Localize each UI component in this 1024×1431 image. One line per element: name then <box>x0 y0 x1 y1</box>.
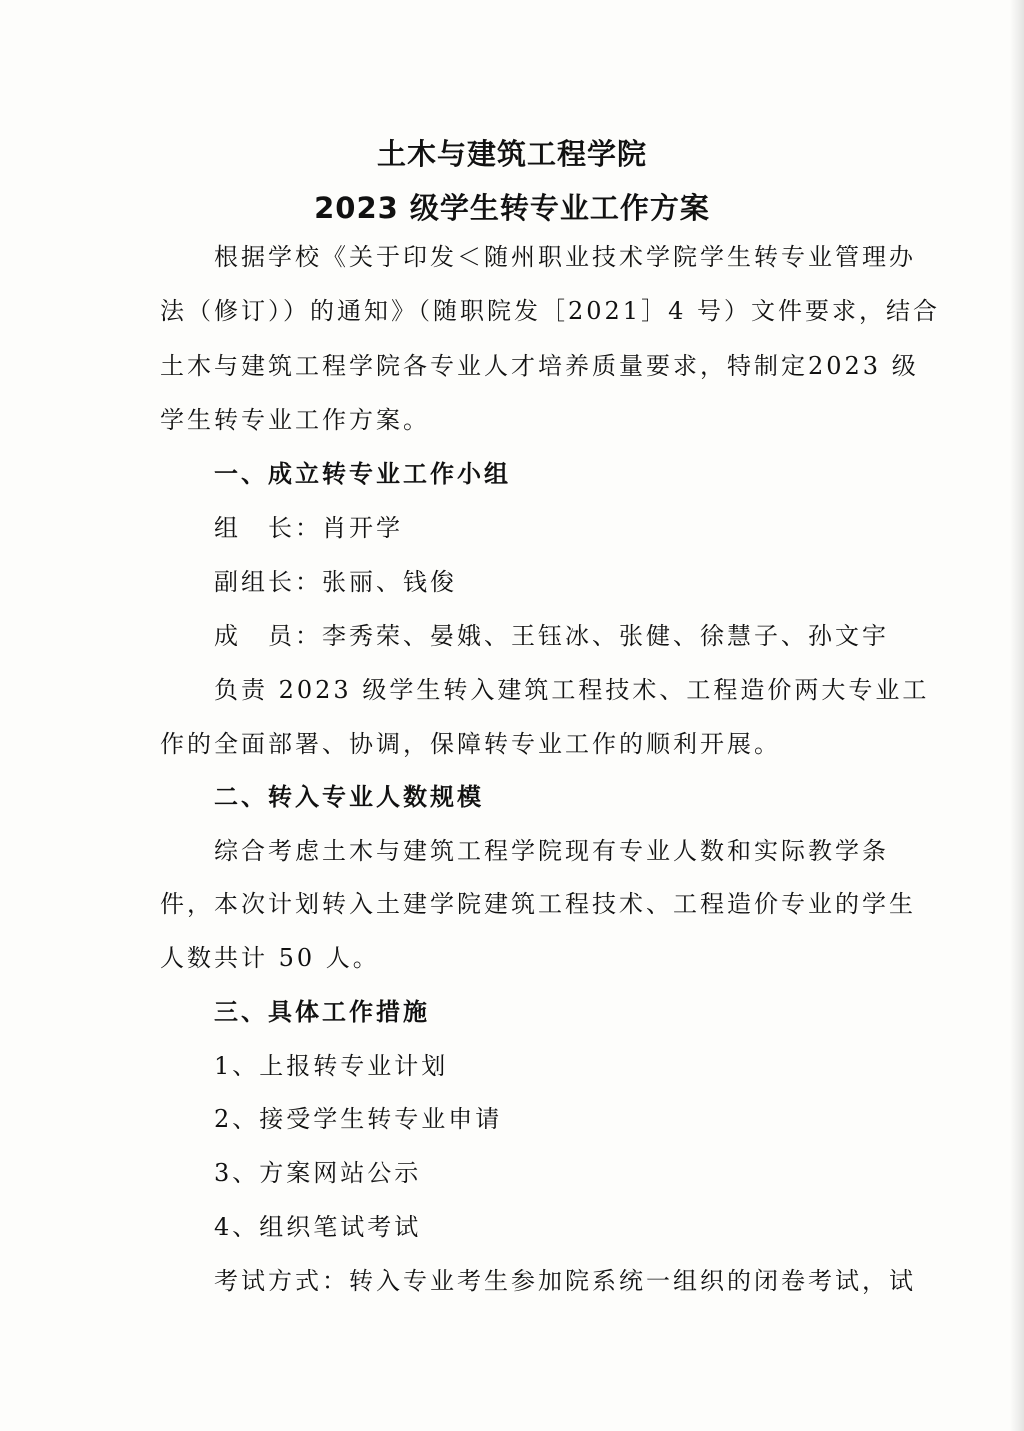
team-deputy: 副组长：张丽、钱俊 <box>214 568 457 596</box>
duty-line-1: 负责 2023 级学生转入建筑工程技术、工程造价两大专业工 <box>214 676 930 704</box>
exam-method: 考试方式：转入专业考生参加院系统一组织的闭卷考试，试 <box>214 1267 916 1295</box>
intro-line-2: 法（修订））的通知》（随职院发［2021］4 号）文件要求，结合 <box>160 297 940 325</box>
section1-heading: 一、成立转专业工作小组 <box>214 460 511 488</box>
document-title-line2: 2023 级学生转专业工作方案 <box>314 191 710 225</box>
measure-item-2: 2、接受学生转专业申请 <box>214 1105 503 1133</box>
intro-line-1: 根据学校《关于印发＜随州职业技术学院学生转专业管理办 <box>214 243 916 271</box>
section2-line-1: 综合考虑土木与建筑工程学院现有专业人数和实际教学条 <box>214 837 889 865</box>
section3-heading: 三、具体工作措施 <box>214 998 430 1026</box>
team-leader: 组 长：肖开学 <box>214 514 403 542</box>
section2-line-2: 件，本次计划转入土建学院建筑工程技术、工程造价专业的学生 <box>160 890 916 918</box>
intro-line-4: 学生转专业工作方案。 <box>160 406 430 434</box>
duty-line-2: 作的全面部署、协调，保障转专业工作的顺利开展。 <box>160 730 781 758</box>
section2-heading: 二、转入专业人数规模 <box>214 783 484 811</box>
section2-line-3: 人数共计 50 人。 <box>160 944 380 972</box>
measure-item-1: 1、上报转专业计划 <box>214 1052 449 1080</box>
measure-item-4: 4、组织笔试考试 <box>214 1213 422 1241</box>
team-members: 成 员：李秀荣、晏娥、王钰冰、张健、徐慧子、孙文宇 <box>214 622 889 650</box>
intro-line-3: 土木与建筑工程学院各专业人才培养质量要求，特制定2023 级 <box>160 352 919 380</box>
document-title-line1: 土木与建筑工程学院 <box>376 137 647 171</box>
measure-item-3: 3、方案网站公示 <box>214 1159 422 1187</box>
